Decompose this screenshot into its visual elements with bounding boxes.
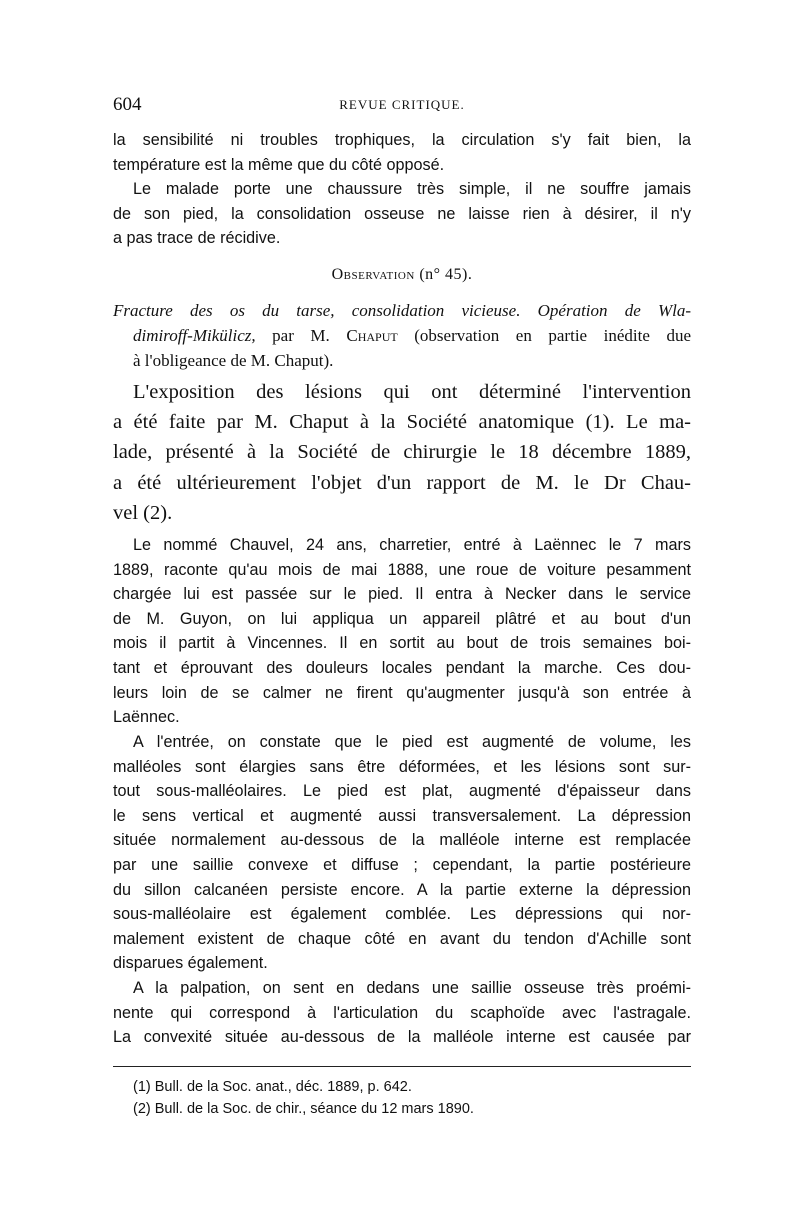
text-line: chargée lui est passée sur le pied. Il entra à Necker dans le service bbox=[113, 585, 691, 604]
text-line: tant et éprouvant des douleurs locales pendant la marche. Ces dou- bbox=[113, 658, 691, 677]
footnotes bbox=[133, 1076, 474, 1120]
text-line: A l'entrée, on constate que le pied est augmenté de volume, les bbox=[133, 733, 691, 751]
text-line: la sensibilité ni troubles trophiques, la circulation s'y fait bien, la bbox=[113, 131, 691, 149]
text-line: A la palpation, on sent en dedans une saillie osseuse très proémi- bbox=[133, 979, 691, 997]
text-line: température est la même que du côté opposé. bbox=[113, 155, 445, 174]
text-line: lade, présenté à la Société de chirurgie le 18 décembre 1889, bbox=[113, 441, 691, 464]
text-line: Le nommé Chauvel, 24 ans, charretier, entré à Laënnec le 7 mars bbox=[133, 536, 691, 554]
text-line: située normalement au-dessous de la malléole interne est remplacée bbox=[113, 831, 691, 850]
footnote: (2) Bull. de la Soc. de chir., séance du 12 mars 1890. bbox=[133, 1101, 474, 1117]
text-line: L'exposition des lésions qui ont déterminé l'intervention bbox=[133, 381, 691, 403]
case-title-line: Fracture des os du tarse, consolidation vicieuse. Opération de Wla- bbox=[113, 301, 691, 320]
paragraph-palpation bbox=[113, 976, 691, 1050]
text-line: Le malade porte une chaussure très simple, il ne souffre jamais bbox=[133, 180, 691, 198]
text-line: de M. Guyon, on lui appliqua un appareil plâtré et au bout d'un bbox=[113, 609, 691, 628]
text-line: Laënnec. bbox=[113, 708, 180, 727]
text-line: disparues également. bbox=[113, 954, 268, 973]
paragraph-history bbox=[113, 533, 691, 730]
case-title-rest: (observation en partie inédite due bbox=[397, 326, 692, 345]
paragraph-continuation bbox=[113, 128, 691, 177]
case-title-italic: dimiroff-Mikülicz, bbox=[133, 326, 256, 345]
case-title-by: par M. bbox=[255, 326, 347, 345]
page-header bbox=[113, 94, 691, 118]
text-line: sous-malléolaire est également comblée. Les dépressions qui nor- bbox=[113, 905, 691, 924]
page-number: 604 bbox=[113, 94, 142, 115]
text-line: a été ultérieurement l'objet d'un rapport de M. le Dr Chau- bbox=[113, 471, 691, 494]
text-line: mois il partit à Vincennes. Il en sortit au bout de trois semaines boi- bbox=[113, 634, 691, 653]
text-line: malement existent de chaque côté en avant du tendon d'Achille sont bbox=[113, 929, 691, 948]
footnote-rule bbox=[113, 1066, 691, 1067]
text-line: a pas trace de récidive. bbox=[113, 229, 281, 248]
text-line: nente qui correspond à l'articulation du scaphoïde avec l'astragale. bbox=[113, 1003, 691, 1022]
text-line: leurs loin de se calmer ne firent qu'augmenter jusqu'à son entrée à bbox=[113, 683, 691, 702]
running-head: REVUE CRITIQUE. bbox=[339, 97, 465, 112]
text-line: par une saillie convexe et diffuse ; cependant, la partie postérieure bbox=[113, 855, 691, 874]
text-line: tout sous-malléolaires. Le pied est plat, augmenté d'épaisseur dans bbox=[113, 782, 691, 801]
text-line: 1889, raconte qu'au mois de mai 1888, une roue de voiture pesamment bbox=[113, 560, 691, 579]
text-line: malléoles sont élargies sans être déformées, et les lésions sont sur- bbox=[113, 757, 691, 776]
observation-heading bbox=[113, 266, 691, 284]
footnote: (1) Bull. de la Soc. anat., déc. 1889, p. 642. bbox=[133, 1079, 412, 1095]
text-line: de son pied, la consolidation osseuse ne laisse rien à désirer, il n'y bbox=[113, 204, 691, 223]
text-line: le sens vertical et augmenté aussi transversalement. La dépression bbox=[113, 806, 691, 825]
text-line: a été faite par M. Chaput à la Société anatomique (1). Le ma- bbox=[113, 411, 691, 434]
observation-label: Observation bbox=[331, 266, 415, 283]
text-line: du sillon calcanéen persiste encore. A la partie externe la dépression bbox=[113, 880, 691, 899]
observation-number: (n° 45). bbox=[419, 266, 473, 283]
text-line: vel (2). bbox=[113, 501, 173, 524]
case-title-line bbox=[113, 323, 691, 348]
paragraph-outcome bbox=[113, 177, 691, 251]
case-author: Chaput bbox=[346, 326, 398, 345]
case-title bbox=[113, 298, 691, 373]
paragraph-intro bbox=[113, 377, 691, 528]
case-title-line: à l'obligeance de M. Chaput). bbox=[133, 351, 334, 370]
paragraph-examination bbox=[113, 730, 691, 976]
text-line: La convexité située au-dessous de la malléole interne est causée par bbox=[113, 1028, 691, 1047]
